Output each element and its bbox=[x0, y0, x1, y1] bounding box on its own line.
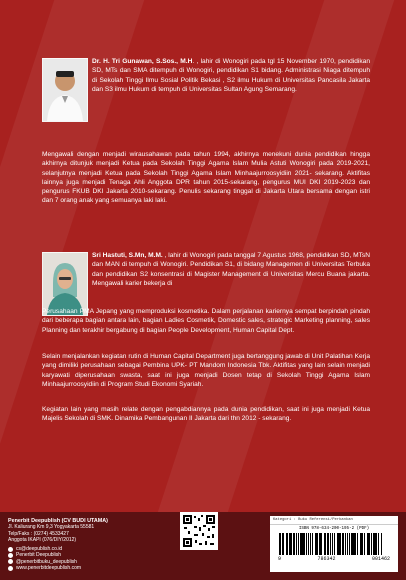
author2-paragraph-1 bbox=[42, 307, 370, 335]
barcode-bar bbox=[289, 533, 291, 555]
barcode-bar bbox=[282, 533, 284, 555]
publisher-web[interactable]: www.penerbitdeepublish.com bbox=[16, 565, 82, 572]
publisher-info bbox=[8, 518, 108, 571]
email-icon bbox=[8, 547, 13, 552]
barcode-bar bbox=[381, 533, 383, 555]
barcode-panel bbox=[270, 516, 398, 572]
barcode-bar bbox=[371, 533, 372, 555]
author2-intro-text: , lahir di Wonogiri pada tanggal 7 Agustus 1968, pendidikan SD, MTsN dan MAN di tempuh di Wonogiri. Pendidikan S1, di bidang Managemen di Universitas Terbuka dan pendidikan S2 konsentrasi di Magister Management di Universitas Mercu Buana jakarta. Mengawali karier bekerja di bbox=[92, 252, 370, 287]
barcode-bar bbox=[310, 533, 311, 555]
facebook-icon bbox=[8, 553, 13, 558]
author2-bio-text-1: Perusahaan PMA Jepang yang memproduksi kosmetika. Dalam perjalanan kariernya sempat berpindah pindah dari beberapa bagian antara lain, bagian Ladies Cosmetik, Domestic sales, strategic Marketing planning, sales Planning dan terakhir bergabung di bagian People Development, Human Capital Dept. bbox=[42, 308, 370, 334]
globe-icon bbox=[8, 566, 13, 571]
barcode-bar bbox=[357, 533, 358, 555]
barcode-bar bbox=[306, 533, 307, 555]
barcode-digits-right: 001462 bbox=[371, 556, 390, 562]
barcode-bar bbox=[332, 533, 333, 555]
book-category: Kategori : Buku Referensi/Perbankan bbox=[270, 516, 398, 525]
barcode-digit-left: 9 bbox=[278, 556, 282, 562]
author2-paragraph-2 bbox=[42, 352, 370, 389]
author1-intro-text: . , lahir di Wonogiri pada tgl 15 November 1970, pendidikan SD, MTs dan SMA ditempuh di Wonogiri, pendidikan S1 bidang. Administrasi Niaga ditempuh di Sekolah Tinggi Ilmu Sosial Politik Bekasi , S2 ilmu Hukum di Universitas Pancasila Jakarta dan S3 ilmu Hukum di tempuh di Universitas Sultan Agung Semarang. bbox=[92, 58, 370, 93]
barcode-bar bbox=[319, 533, 321, 555]
author1-intro bbox=[92, 57, 370, 94]
barcode-bar bbox=[325, 533, 326, 555]
barcode-digits bbox=[278, 556, 390, 562]
author1-name: Dr. H. Tri Gunawan, S.Sos., M.H bbox=[92, 58, 193, 65]
author2-bio-text-2: Selain menjalankan kegiatan rutin di Human Capital Department juga bertanggung jawab di Unit Palatihan Kerja yang dimiliki perusahaan sebagai Pembina UPK- PT Mandom Indonesia Tbk. Aktifitas yang lain selain menjadi karyawati diperusahaan swasta, saat ini juga menjadi Dosen tetap di Sekolah Tinggi Agama Islam Minhaajurroosyidiin di Program Studi Ekonomi Syariah. bbox=[42, 353, 370, 388]
barcode-bar bbox=[364, 533, 365, 555]
author-photo-1 bbox=[42, 58, 88, 122]
qr-code[interactable] bbox=[180, 512, 218, 550]
barcode-digits-mid: 786342 bbox=[317, 556, 336, 562]
author1-paragraph bbox=[42, 150, 370, 206]
publisher-name: Penerbit Deepublish (CV BUDI UTAMA) bbox=[8, 518, 108, 524]
barcode-bar bbox=[296, 533, 297, 555]
isbn-text: ISBN 978-634-200-195-2 (PDF) bbox=[298, 527, 370, 531]
barcode-bar bbox=[368, 533, 370, 555]
barcode-bar bbox=[354, 533, 356, 555]
barcode-bar bbox=[280, 533, 281, 555]
barcode-bar bbox=[361, 533, 363, 555]
publisher-facebook[interactable]: Penerbit Deepublish bbox=[16, 552, 62, 559]
author2-name: Sri Hastuti, S.Mn, M.M. bbox=[92, 252, 163, 259]
barcode-bar bbox=[340, 533, 341, 555]
barcode-bars bbox=[279, 533, 389, 555]
barcode-bar bbox=[302, 533, 304, 555]
barcode-bar bbox=[342, 533, 344, 555]
barcode-bar bbox=[298, 533, 299, 555]
author2-bio-text-3: Kegiatan lain yang masih relate dengan pengabdiannya pada dunia pendidikan, saat ini juga menjadi Ketua Majelis Sekolah di SMK. Dinamika Pembangunan II Jakarta dari thn 2012 - sekarang. bbox=[42, 406, 370, 423]
barcode-bar bbox=[334, 533, 336, 555]
barcode-bar bbox=[287, 533, 288, 555]
publisher-ikapi: Anggota IKAPI (076/DIY/2012) bbox=[8, 536, 77, 543]
author2-intro bbox=[92, 251, 370, 288]
instagram-icon bbox=[8, 559, 13, 564]
publisher-email[interactable]: cs@deepublish.co.id bbox=[16, 546, 63, 553]
barcode-bar bbox=[376, 533, 377, 555]
barcode-bar bbox=[327, 533, 329, 555]
barcode-bar bbox=[347, 533, 348, 555]
publisher-instagram[interactable]: @penerbitbuku_deepublish bbox=[16, 558, 77, 565]
publisher-web-row[interactable] bbox=[8, 565, 108, 571]
publisher-address: Jl. Kaliurang Km 9,3 Yogyakarta 55581 bbox=[8, 524, 95, 531]
barcode-bar bbox=[312, 533, 314, 555]
author2-paragraph-3 bbox=[42, 405, 370, 424]
author1-bio-text: Mengawali dengan menjadi wirausahawan pada tahun 1994, akhirnya menekuni dunia pendidikan hingga akhirnya ditunjuk menjadi Ketua pada Sekolah Tinggi Agama Islam Mulia Astuti Wonogiri pada 2019-2021, selanjutnya menjadi Ketua pada Sekolah Tinggi Agama Islam Minhaajurroosyidiin 2021- sekarang. Aktifitas lainnya juga menjadi Tenaga Ahli Anggota DPR tahun 2015-sekarang, pengurus MUI DKI 2019-2023 dan pengurus FKUB DKI Jakarta 2010-sekarang. Penulis sekarang tinggal di Jakarta Utara bersama dengan istri dan 7 orang anak yang semuanya laki laki. bbox=[42, 151, 370, 205]
barcode-bar bbox=[378, 533, 379, 555]
barcode-bar bbox=[317, 533, 318, 555]
barcode-bar bbox=[349, 533, 350, 555]
publisher-phone: Telp/Faks : (0274) 4533427 bbox=[8, 530, 69, 537]
